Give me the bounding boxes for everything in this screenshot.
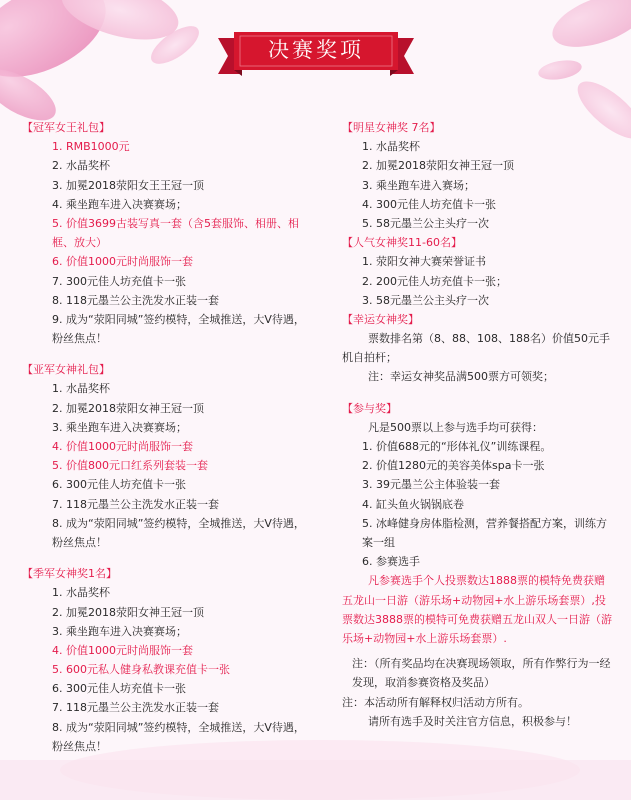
note-2: 注：本活动所有解释权归活动方所有。: [342, 695, 529, 709]
list-item: 8. 118元墨兰公主洗发水正装一套: [52, 293, 219, 307]
list-item: 2. 200元佳人坊充值卡一张；: [362, 274, 507, 288]
list-item: 2. 加冕2018荥阳女神王冠一顶: [52, 401, 204, 415]
list-item: 4. 价值1000元时尚服饰一套: [52, 440, 193, 454]
list-item: 5. 价值3699古装写真一套（含5套服饰、相册、相框、放大）: [52, 216, 299, 250]
section-heading-participation: 【参与奖】: [342, 401, 397, 415]
page-title: 决赛奖项: [268, 38, 364, 62]
highlight-text: 凡参赛选手个人投票数达1888票的模特免费获赠五龙山一日游（游乐场+动物园+水上游乐场套票）,投票数达3888票的模特可免费获赠五龙山双人一日游（游乐场+动物园+水上游乐场套票）.: [342, 574, 612, 645]
list-item: 6. 参赛选手: [362, 555, 420, 569]
list-item: 2. 加冕2018荥阳女神王冠一顶: [362, 159, 514, 173]
list-item: 1. 水晶奖杯: [52, 382, 110, 396]
list-item: 5. 600元私人健身私教课充值卡一张: [52, 663, 230, 677]
list-item: 6. 300元佳人坊充值卡一张: [52, 682, 186, 696]
list-item: 4. 价值1000元时尚服饰一套: [52, 643, 193, 657]
list-item: 1. 水晶奖杯: [362, 140, 420, 154]
list-item: 1. RMB1000元: [52, 140, 130, 154]
list-item: 6. 价值1000元时尚服饰一套: [52, 255, 193, 269]
list-item: 1. 水晶奖杯: [52, 586, 110, 600]
list-item: 8. 成为“荥阳同城”签约模特，全城推送，大V待遇，粉丝焦点！: [52, 516, 305, 549]
list-item: 1. 价值688元的“形体礼仪”训练课程。: [362, 440, 552, 454]
list-item: 8. 成为“荥阳同城”签约模特，全城推送，大V待遇，粉丝焦点！: [52, 720, 305, 753]
list-item: 3. 加冕2018荥阳女王王冠一顶: [52, 178, 204, 192]
right-column: [342, 118, 612, 731]
list-item: 5. 冰峰健身房体脂检测，营养餐搭配方案，训练方案一组: [362, 516, 607, 550]
note-3: 请所有选手及时关注官方信息，积极参与！: [368, 714, 577, 728]
list-item: 7. 118元墨兰公主洗发水正装一套: [52, 701, 219, 715]
note-1: 注：（所有奖品均在决赛现场领取，所有作弊行为一经发现，取消参赛资格及奖品）: [352, 657, 611, 690]
section-heading-third: 【季军女神奖1名】: [22, 567, 117, 581]
list-item: 3. 乘坐跑车进入决赛赛场；: [52, 624, 187, 638]
section-heading-runnerup: 【亚军女神礼包】: [22, 363, 110, 377]
list-item: 5. 58元墨兰公主头疗一次: [362, 216, 489, 230]
list-item: 2. 价值1280元的美容美体spa卡一张: [362, 459, 545, 473]
list-item: 1. 荥阳女神大赛荣誉证书: [362, 255, 486, 269]
lucky-description: 票数排名第（8、88、108、188名）价值50元手机自拍杆；: [342, 332, 610, 365]
list-item: 3. 39元墨兰公主体验装一套: [362, 478, 500, 492]
section-heading-lucky: 【幸运女神奖】: [342, 312, 419, 326]
section-heading-popular: 【人气女神奖11-60名】: [342, 236, 462, 250]
list-item: 2. 水晶奖杯: [52, 159, 110, 173]
list-item: 3. 乘坐跑车进入赛场；: [362, 178, 475, 192]
list-item: 4. 300元佳人坊充值卡一张: [362, 197, 496, 211]
lucky-note: 注：幸运女神奖品满500票方可领奖；: [368, 370, 554, 384]
list-item: 7. 118元墨兰公主洗发水正装一套: [52, 497, 219, 511]
section-heading-star: 【明星女神奖 7名】: [342, 121, 441, 134]
list-item: 3. 乘坐跑车进入决赛赛场；: [52, 420, 187, 434]
list-item: 6. 300元佳人坊充值卡一张: [52, 478, 186, 492]
list-item: 5. 价值800元口红系列套装一套: [52, 459, 208, 473]
section-heading-champion: 【冠军女王礼包】: [22, 121, 110, 134]
list-item: 4. 乘坐跑车进入决赛赛场；: [52, 197, 187, 211]
list-item: 4. 缸头鱼火锅锅底卷: [362, 497, 464, 511]
list-item: 7. 300元佳人坊充值卡一张: [52, 274, 186, 288]
list-item: 3. 58元墨兰公主头疗一次: [362, 293, 489, 307]
list-item: 2. 加冕2018荥阳女神王冠一顶: [52, 605, 204, 619]
participation-intro: 凡是500票以上参与选手均可获得：: [368, 420, 543, 434]
list-item: 9. 成为“荥阳同城”签约模特，全城推送，大V待遇，粉丝焦点！: [52, 312, 305, 346]
left-column: [22, 118, 314, 756]
